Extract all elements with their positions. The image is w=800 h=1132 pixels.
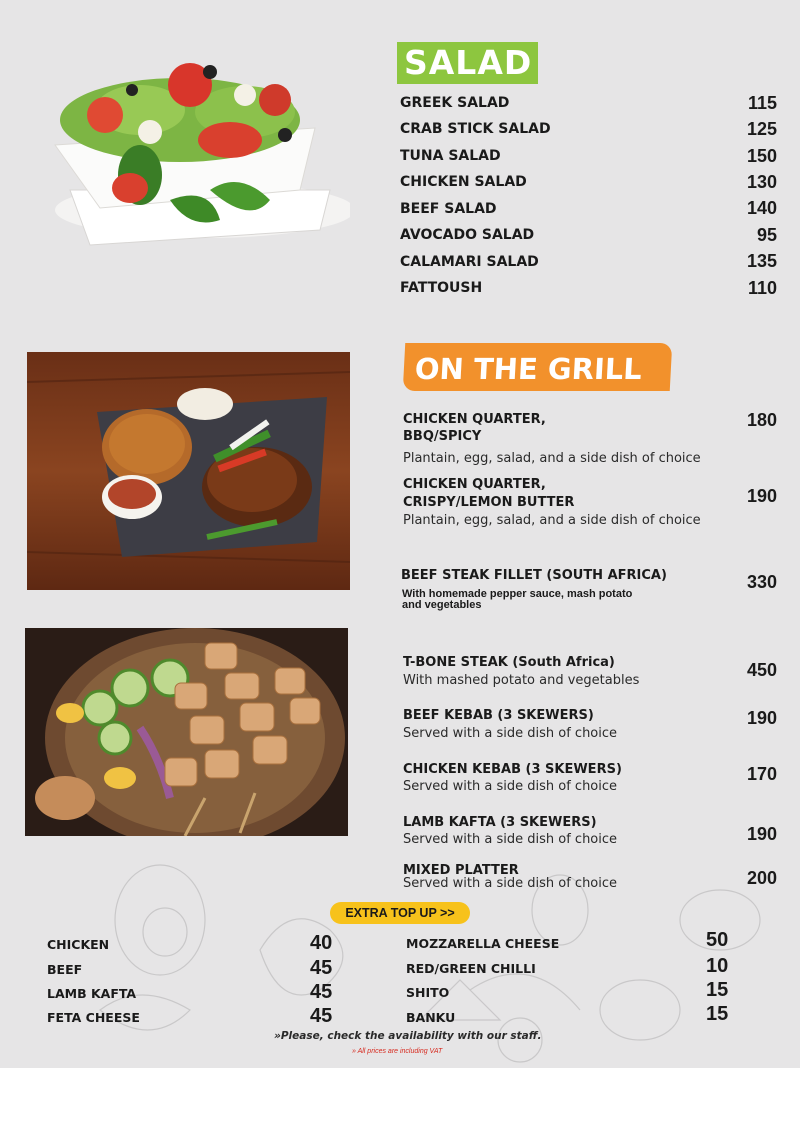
extra-item-name: CHICKEN: [47, 937, 110, 952]
menu-item-description: Served with a side dish of choice: [403, 779, 618, 794]
menu-item-description: and vegetables: [402, 599, 482, 611]
grilled-chicken-photo: [27, 352, 350, 590]
menu-item-name: LAMB KAFTA (3 SKEWERS): [403, 815, 597, 830]
menu-item-name: BEEF KEBAB (3 SKEWERS): [403, 708, 594, 723]
menu-item-price: 110: [747, 278, 777, 298]
menu-item-price: 190: [746, 486, 777, 506]
extra-item-name: BEEF: [47, 962, 83, 977]
vat-note: [352, 1048, 442, 1055]
extra-item-price: 15: [706, 979, 729, 1001]
double-chevron-icon: »: [274, 1030, 281, 1042]
menu-item-price: 140: [746, 198, 777, 218]
menu-item-price: 125: [746, 119, 777, 139]
extra-item-name: LAMB KAFTA: [47, 986, 137, 1001]
extra-item-price: 45: [310, 981, 333, 1003]
kebab-skewers-photo: [25, 628, 348, 836]
menu-item-price: 450: [746, 660, 777, 680]
vat-note-text: All prices are including VAT: [357, 1048, 443, 1055]
extra-item-name: FETA CHEESE: [47, 1010, 140, 1025]
availability-note-text: Please, check the availability with our staff.: [280, 1030, 542, 1042]
menu-item-price: 180: [746, 410, 777, 430]
menu-item-name: CHICKEN QUARTER,: [403, 477, 546, 492]
extra-item-price: 40: [310, 932, 333, 954]
menu-item-description: Served with a side dish of choice: [403, 876, 618, 891]
menu-item-description: Served with a side dish of choice: [403, 832, 618, 847]
menu-item-name: BEEF STEAK FILLET (SOUTH AFRICA): [401, 568, 667, 583]
menu-item-price: 170: [746, 764, 777, 784]
menu-item-price: 95: [756, 225, 777, 245]
menu-item-name: AVOCADO SALAD: [400, 227, 535, 243]
menu-item-name: CALAMARI SALAD: [400, 254, 539, 270]
grill-section-title: ON THE GRILL: [403, 343, 673, 391]
menu-item-price: 200: [746, 868, 777, 888]
menu-item-price: 190: [746, 708, 777, 728]
menu-item-name: CRISPY/LEMON BUTTER: [403, 495, 575, 510]
menu-item-name: CHICKEN KEBAB (3 SKEWERS): [403, 762, 622, 777]
extra-item-price: 15: [706, 1003, 729, 1025]
menu-item-name: GREEK SALAD: [400, 95, 510, 111]
menu-item-name: FATTOUSH: [400, 280, 483, 296]
menu-item-name: CRAB STICK SALAD: [400, 121, 551, 137]
menu-item-description: With homemade pepper sauce, mash potato: [402, 588, 633, 600]
menu-item-price: 135: [746, 251, 777, 271]
extra-item-price: 45: [310, 1005, 333, 1027]
menu-item-name: BEEF SALAD: [400, 201, 497, 217]
availability-note: [274, 1030, 542, 1042]
extra-item-price: 10: [706, 955, 729, 977]
double-chevron-icon: »: [352, 1048, 358, 1055]
extra-item-price: 45: [310, 957, 333, 979]
extra-item-name: RED/GREEN CHILLI: [406, 961, 536, 976]
menu-item-name: TUNA SALAD: [400, 148, 501, 164]
menu-item-name: CHICKEN QUARTER,: [403, 412, 546, 427]
menu-item-price: 190: [746, 824, 777, 844]
menu-item-name: MIXED PLATTER: [403, 863, 519, 878]
menu-item-description: Plantain, egg, salad, and a side dish of choice: [403, 513, 701, 528]
menu-item-description: Served with a side dish of choice: [403, 726, 618, 741]
extra-item-name: BANKU: [406, 1010, 456, 1025]
greek-salad-photo: [30, 40, 350, 270]
extra-item-price: 50: [706, 929, 729, 951]
menu-item-name: BBQ/SPICY: [403, 429, 482, 444]
extra-top-up-title: EXTRA TOP UP >>: [330, 902, 470, 924]
menu-item-price: 115: [747, 93, 777, 113]
menu-item-price: 130: [746, 172, 777, 192]
salad-section-title: SALAD: [397, 42, 538, 84]
extra-item-name: SHITO: [406, 985, 450, 1000]
menu-item-description: Plantain, egg, salad, and a side dish of choice: [403, 451, 701, 466]
menu-item-price: 150: [746, 146, 777, 166]
menu-item-description: With mashed potato and vegetables: [403, 673, 640, 688]
menu-item-name: T-BONE STEAK (South Africa): [403, 655, 615, 670]
menu-item-name: CHICKEN SALAD: [400, 174, 527, 190]
menu-item-price: 330: [746, 572, 777, 592]
extra-item-name: MOZZARELLA CHEESE: [406, 936, 560, 951]
